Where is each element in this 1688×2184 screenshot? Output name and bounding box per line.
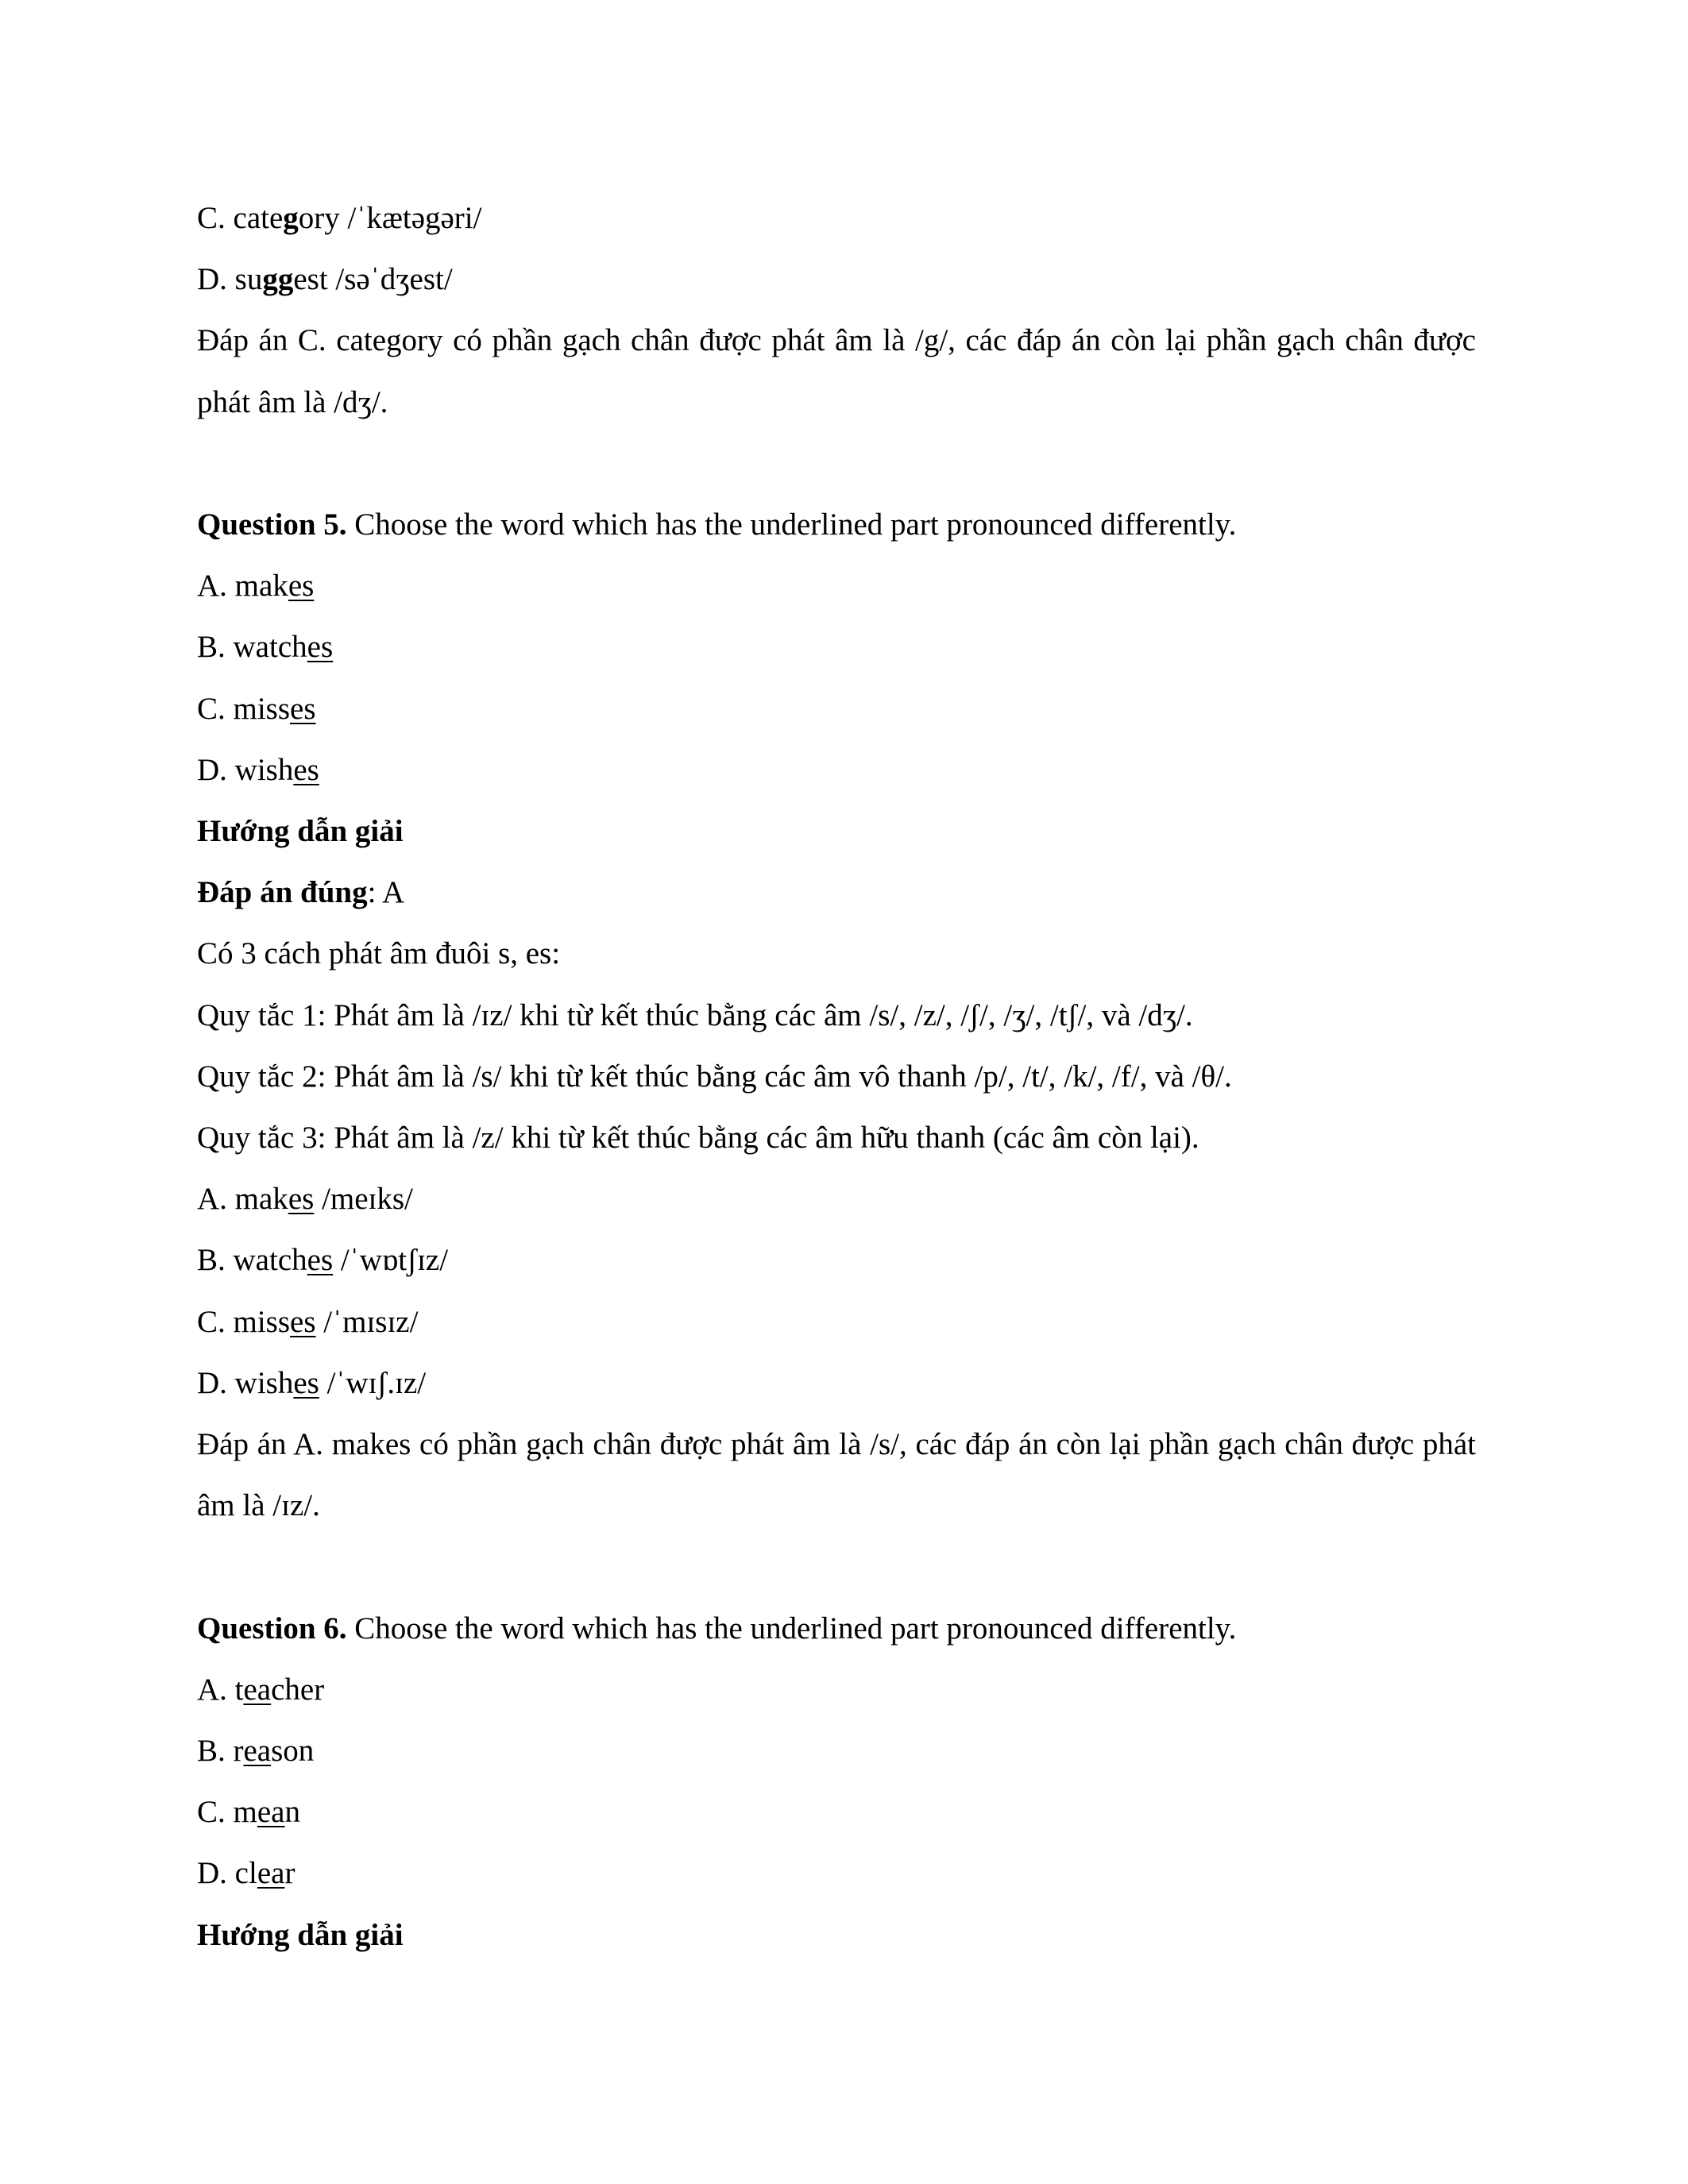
underlined-text: ea xyxy=(257,1795,285,1830)
text-segment: Đáp án C. category có phần gạch chân được phát âm là /g/, các đáp án còn lại phần gạch chân được phát âm là /dʒ/. xyxy=(197,323,1476,419)
option-d-suggest xyxy=(197,249,1476,310)
q5-rule-2 xyxy=(197,1046,1476,1107)
text-segment: cher xyxy=(271,1672,325,1707)
q5-rule-1 xyxy=(197,985,1476,1046)
blank xyxy=(197,1536,1476,1597)
text-segment: son xyxy=(271,1734,315,1769)
text-segment: A. mak xyxy=(197,1182,288,1217)
underlined-text: es xyxy=(290,691,316,726)
underlined-text: es xyxy=(288,569,315,604)
q6-option-c xyxy=(197,1781,1476,1843)
text-segment: C. cate xyxy=(197,201,284,235)
text-segment: /ˈwɪʃ.ɪz/ xyxy=(319,1365,427,1400)
q5-ipa-c xyxy=(197,1291,1476,1352)
underlined-text: es xyxy=(307,1243,334,1278)
question-5-prompt xyxy=(197,494,1476,555)
bold-text: g xyxy=(283,201,299,235)
text-segment: r xyxy=(284,1856,295,1891)
q5-ipa-d xyxy=(197,1352,1476,1414)
option-c-category xyxy=(197,187,1476,249)
q5-option-a xyxy=(197,555,1476,616)
text-segment: B. r xyxy=(197,1734,244,1769)
underlined-text: es xyxy=(307,630,334,665)
text-segment: Quy tắc 2: Phát âm là /s/ khi từ kết thúc bằng các âm vô thanh /p/, /t/, /k/, /f/, và /θ/. xyxy=(197,1059,1232,1094)
text-segment: B. watch xyxy=(197,1243,307,1278)
explanation-q5 xyxy=(197,1414,1476,1536)
q5-guide-heading xyxy=(197,801,1476,862)
blank xyxy=(197,433,1476,494)
text-segment: : A xyxy=(367,875,405,910)
q6-option-a xyxy=(197,1659,1476,1720)
underlined-text: es xyxy=(288,1182,315,1217)
document-page xyxy=(197,187,1476,1966)
bold-text: gg xyxy=(262,262,294,297)
text-segment: A. mak xyxy=(197,569,288,604)
q6-option-d xyxy=(197,1843,1476,1904)
bold-text: Question 6. xyxy=(197,1611,347,1646)
explanation-q4 xyxy=(197,310,1476,432)
q5-ipa-b xyxy=(197,1229,1476,1291)
text-segment: C. miss xyxy=(197,1304,291,1339)
underlined-text: es xyxy=(293,752,319,787)
underlined-text: es xyxy=(290,1304,316,1339)
text-segment: ory /ˈkætəgəri/ xyxy=(298,201,482,235)
text-segment: D. wish xyxy=(197,1365,294,1400)
text-segment: Choose the word which has the underlined part pronounced differently. xyxy=(346,507,1237,542)
text-segment: Đáp án A. makes có phần gạch chân được phát âm là /s/, các đáp án còn lại phần gạch chân được phát âm là /ɪz/. xyxy=(197,1427,1476,1523)
text-segment: Có 3 cách phát âm đuôi s, es: xyxy=(197,936,561,971)
text-segment: /ˈwɒtʃɪz/ xyxy=(333,1243,449,1278)
underlined-text: es xyxy=(293,1365,319,1400)
underlined-text: ea xyxy=(243,1734,272,1769)
text-segment: C. miss xyxy=(197,691,291,726)
q5-option-c xyxy=(197,678,1476,739)
underlined-text: ea xyxy=(243,1672,272,1707)
text-segment: B. watch xyxy=(197,630,307,665)
text-segment: A. t xyxy=(197,1672,244,1707)
bold-text: Hướng dẫn giải xyxy=(197,814,404,849)
q5-rule-3 xyxy=(197,1107,1476,1168)
q5-ipa-a xyxy=(197,1168,1476,1229)
text-segment: C. m xyxy=(197,1795,257,1830)
text-segment: Choose the word which has the underlined part pronounced differently. xyxy=(346,1611,1237,1646)
q5-option-d xyxy=(197,739,1476,801)
bold-text: Question 5. xyxy=(197,507,347,542)
q6-guide-heading xyxy=(197,1904,1476,1966)
q5-correct-answer xyxy=(197,862,1476,923)
q6-option-b xyxy=(197,1720,1476,1781)
text-segment: Quy tắc 1: Phát âm là /ɪz/ khi từ kết thúc bằng các âm /s/, /z/, /ʃ/, /ʒ/, /tʃ/, và /dʒ/. xyxy=(197,997,1193,1032)
question-6-prompt xyxy=(197,1598,1476,1659)
text-segment: est /səˈdʒest/ xyxy=(293,262,453,297)
text-segment: /ˈmɪsɪz/ xyxy=(315,1304,419,1339)
text-segment: /meɪks/ xyxy=(314,1182,413,1217)
bold-text: Hướng dẫn giải xyxy=(197,1917,404,1952)
text-segment: n xyxy=(284,1795,300,1830)
text-segment: D. wish xyxy=(197,752,294,787)
bold-text: Đáp án đúng xyxy=(197,875,368,910)
q5-rules-intro xyxy=(197,923,1476,984)
text-segment: D. cl xyxy=(197,1856,257,1891)
text-segment: D. su xyxy=(197,262,263,297)
text-segment: Quy tắc 3: Phát âm là /z/ khi từ kết thúc bằng các âm hữu thanh (các âm còn lại). xyxy=(197,1121,1199,1156)
q5-option-b xyxy=(197,616,1476,677)
underlined-text: ea xyxy=(257,1856,285,1891)
